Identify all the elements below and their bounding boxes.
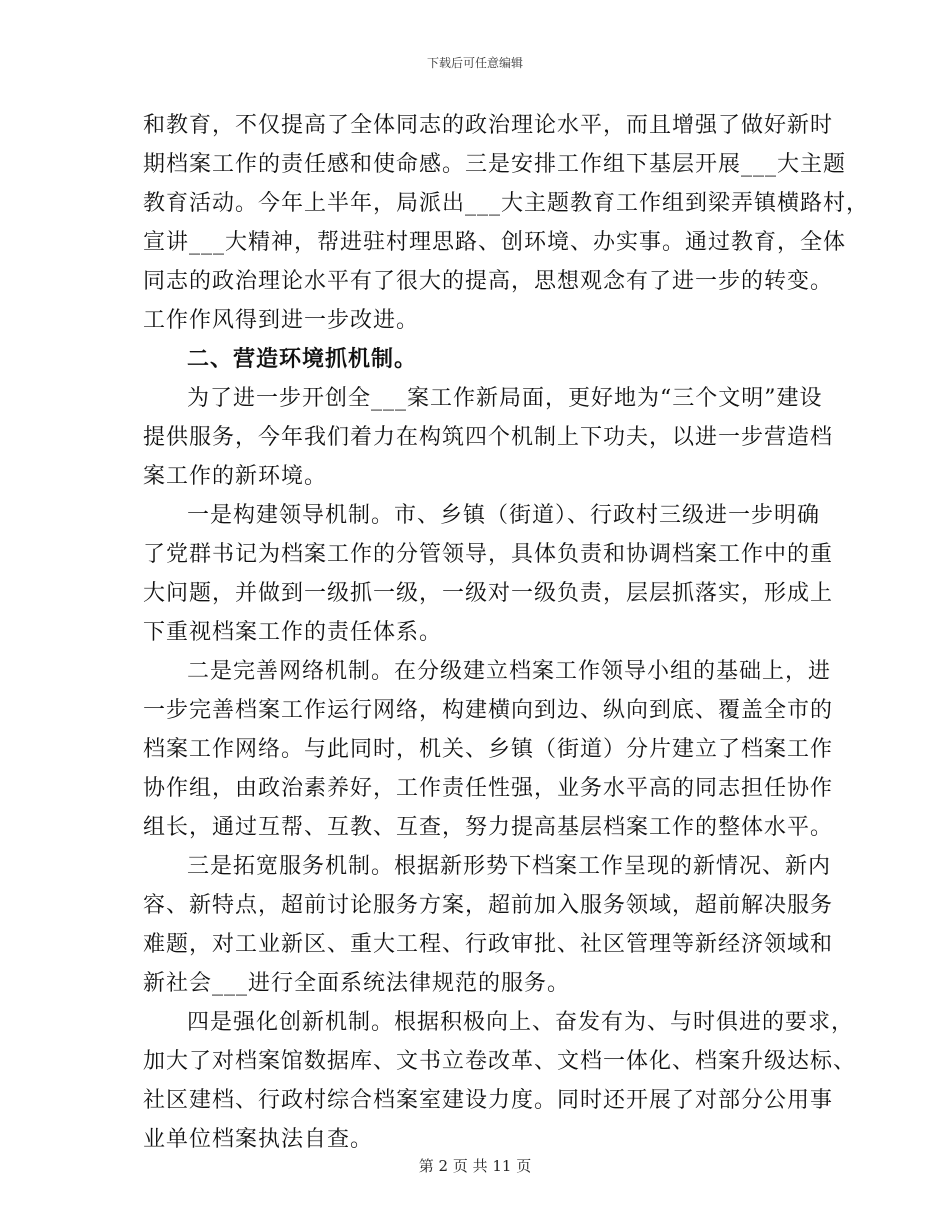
text-line: 案工作的新环境。 [143, 464, 328, 489]
text-line: 为了进一步开创全___案工作新局面，更好地为“三个文明”建设 [187, 386, 823, 411]
text-line: 四是强化创新机制。根据积极向上、奋发有为、与时俱进的要求， [187, 1010, 855, 1035]
text-line: 提供服务，今年我们着力在构筑四个机制上下功夫，以进一步营造档 [143, 425, 834, 450]
text-line: 了党群书记为档案工作的分管领导，具体负责和协调档案工作中的重 [143, 542, 834, 567]
text-line: 教育活动。今年上半年，局派出___大主题教育工作组到梁弄镇横路村， [143, 191, 870, 216]
text-line: 二是完善网络机制。在分级建立档案工作领导小组的基础上，进 [187, 659, 832, 684]
page-header: 下载后可任意编辑 [426, 56, 523, 70]
text-line: 一步完善档案工作运行网络，构建横向到边、纵向到底、覆盖全市的 [143, 698, 834, 723]
text-line: 容、新特点，超前讨论服务方案，超前加入服务领域，超前解决服务 [143, 893, 834, 918]
text-line: 和教育，不仅提高了全体同志的政治理论水平，而且增强了做好新时 [143, 113, 834, 138]
text-line: 组长，通过互帮、互教、互查，努力提高基层档案工作的整体水平。 [143, 815, 834, 840]
text-line: 难题，对工业新区、重大工程、行政审批、社区管理等新经济领域和 [143, 932, 834, 957]
text-line: 宣讲___大精神，帮进驻村理思路、创环境、办实事。通过教育，全体 [143, 230, 847, 255]
page-footer: 第 2 页 共 11 页 [418, 1157, 532, 1175]
text-line: 同志的政治理论水平有了很大的提高，思想观念有了进一步的转变。 [143, 269, 834, 294]
text-line: 大问题，并做到一级抓一级，一级对一级负责，层层抓落实，形成上 [143, 581, 834, 606]
text-line: 业单位档案执法自查。 [143, 1127, 374, 1152]
text-line: 三是拓宽服务机制。根据新形势下档案工作呈现的新情况、新内 [187, 854, 832, 879]
text-line: 加大了对档案馆数据库、文书立卷改革、文档一体化、档案升级达标、 [143, 1049, 857, 1074]
text-line: 一是构建领导机制。市、乡镇（街道）、行政村三级进一步明确 [187, 503, 821, 528]
text-line: 社区建档、行政村综合档案室建设力度。同时还开展了对部分公用事 [143, 1088, 834, 1113]
text-line: 协作组，由政治素养好，工作责任性强，业务水平高的同志担任协作 [143, 776, 834, 801]
text-line: 下重视档案工作的责任体系。 [143, 620, 443, 645]
section-heading: 二、营造环境抓机制。 [187, 346, 418, 372]
text-line: 工作作风得到进一步改进。 [143, 308, 420, 333]
text-line: 新社会___进行全面系统法律规范的服务。 [143, 971, 571, 996]
text-line: 期档案工作的责任感和使命感。三是安排工作组下基层开展___大主题 [143, 152, 847, 177]
document-body [143, 106, 870, 1159]
text-line: 档案工作网络。与此同时，机关、乡镇（街道）分片建立了档案工作 [143, 737, 834, 762]
